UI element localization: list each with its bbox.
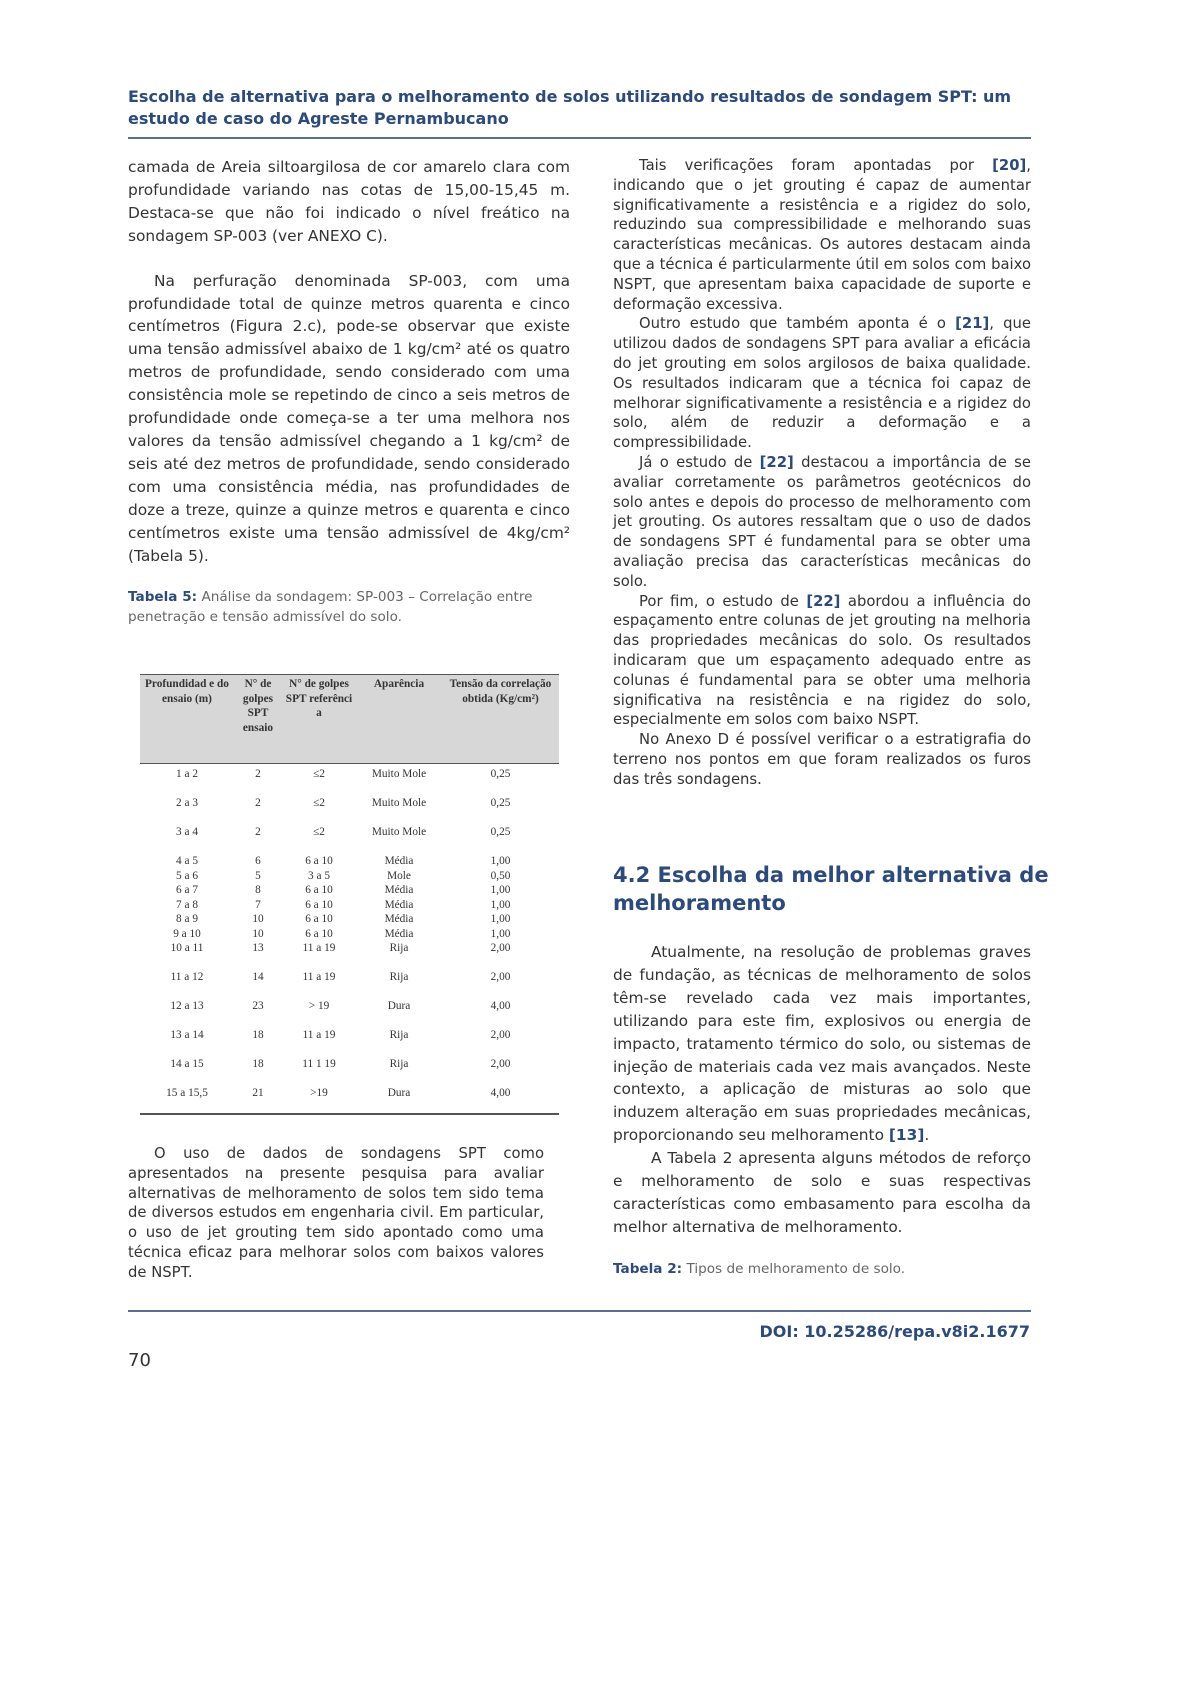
table-cell: ≤2 bbox=[313, 797, 325, 809]
table-row bbox=[140, 883, 559, 898]
table-2-caption bbox=[613, 1259, 1031, 1279]
table-cell: 1,00 bbox=[490, 884, 511, 896]
table-cell: 2 bbox=[255, 768, 261, 780]
table-cell: 2,00 bbox=[490, 942, 511, 954]
table-row bbox=[140, 869, 559, 884]
table-cell: 4,00 bbox=[490, 1087, 511, 1099]
table-cell: 8 bbox=[255, 884, 261, 896]
table-cell: Muito Mole bbox=[371, 826, 427, 838]
table-cell: 0,25 bbox=[490, 797, 511, 809]
table-header-cell: N° de golpes SPT ensaio bbox=[242, 678, 274, 734]
table-cell: 6 a 10 bbox=[305, 884, 333, 896]
table-cell: 2 bbox=[255, 797, 261, 809]
table-row bbox=[140, 970, 559, 999]
citation-20: [20] bbox=[992, 157, 1027, 174]
table-cell: Rija bbox=[389, 1029, 409, 1041]
table-cell: 1,00 bbox=[490, 913, 511, 925]
table-cell: 7 a 8 bbox=[176, 898, 198, 911]
left-paragraph-1: camada de Areia siltoargilosa de cor amarelo clara com profundidade variando nas cotas de 15,00-15,45 m. Destaca-se que não foi indicado o nível freático na sondagem SP-003 (ver ANEXO C). bbox=[128, 158, 570, 245]
table-row bbox=[140, 1057, 559, 1086]
doi-link[interactable]: DOI: 10.25286/repa.v8i2.1677 bbox=[759, 1322, 1030, 1341]
table-cell: 14 a 15 bbox=[170, 1058, 204, 1070]
table-row bbox=[140, 796, 559, 825]
table-cell: 0,25 bbox=[490, 826, 511, 838]
table-cell: 15 a 15,5 bbox=[166, 1087, 208, 1099]
right-paragraph-7: A Tabela 2 apresenta alguns métodos de reforço e melhoramento de solo e suas respectivas características como embasamento para escolha da melhor alternativa de melhoramento. bbox=[613, 1149, 1031, 1236]
table-cell: 6 a 7 bbox=[176, 884, 198, 896]
table-header-cell: Tensão da correlação obtida (Kg/cm²) bbox=[449, 678, 552, 705]
table-2-caption-label: Tabela 2: bbox=[613, 1260, 683, 1277]
right-paragraph-6: Atualmente, na resolução de problemas graves de fundação, as técnicas de melhoramento de solos têm-se revelado cada vez mais importantes, utilizando para este fim, explosivos ou energia de impacto, tratamento térmico do solo, ou sistemas de injeção de materiais cada vez mais avançados. Neste contexto, a aplicação de misturas ao solo que induzem alteração em suas propriedades mecânicas, proporcionando seu melhoramento [13]. bbox=[613, 943, 1031, 1145]
table-2-caption-text: Tipos de melhoramento de solo. bbox=[686, 1260, 906, 1277]
section-4-2 bbox=[613, 861, 1053, 917]
table-row bbox=[140, 927, 559, 942]
table-cell: 21 bbox=[252, 1087, 264, 1099]
table-cell: ≤2 bbox=[313, 826, 325, 838]
table-cell: 2 a 3 bbox=[176, 797, 198, 809]
right-paragraph-2: Outro estudo que também aponta é o [21], que utilizou dados de sondagens SPT para avaliar a eficácia do jet grouting em solos argilosos de baixa qualidade. Os resultados indicaram que a técnica foi capaz de melhorar significativamente a resistência e a rigidez do solo, além de reduzir a deformação e a compressibilidade. bbox=[613, 315, 1031, 452]
table-cell: Rija bbox=[389, 942, 409, 954]
table-cell: Mole bbox=[387, 869, 411, 882]
table-cell: 11 a 19 bbox=[302, 942, 336, 954]
citation-21: [21] bbox=[955, 315, 990, 333]
table-cell: 5 a 6 bbox=[176, 869, 198, 882]
table-5-caption-label: Tabela 5: bbox=[128, 589, 198, 606]
table-5-body bbox=[140, 767, 559, 1115]
table-cell: 18 bbox=[252, 1058, 264, 1070]
left-column-bottom bbox=[128, 1144, 544, 1283]
table-cell: 4 a 5 bbox=[176, 855, 198, 867]
table-cell: 1 a 2 bbox=[176, 768, 198, 780]
table-cell: 5 bbox=[255, 869, 261, 882]
table-cell: Dura bbox=[387, 1000, 411, 1012]
table-row bbox=[140, 825, 559, 854]
right-paragraph-3: Já o estudo de [22] destacou a importância de se avaliar corretamente os parâmetros geotécnicos do solo antes e depois do processo de melhoramento com jet grouting. Os autores ressaltam que o uso de dados de sondagens SPT é fundamental para se obter uma avaliação precisa das características mecânicas do solo. bbox=[613, 453, 1031, 590]
header-rule bbox=[128, 137, 1031, 139]
right-column bbox=[613, 156, 1031, 790]
table-header-cell: Aparência bbox=[373, 678, 425, 690]
table-cell: 13 a 14 bbox=[170, 1029, 204, 1041]
table-cell: 6 a 10 bbox=[305, 855, 333, 867]
table-cell: 11 a 19 bbox=[302, 1029, 336, 1041]
table-cell: 1,00 bbox=[490, 855, 511, 867]
running-header: Escolha de alternativa para o melhoramento de solos utilizando resultados de sondagem SPT: um estudo de caso do Agreste Pernambucano bbox=[128, 87, 1012, 128]
table-cell: 3 a 4 bbox=[176, 826, 198, 838]
right-paragraph-4: Por fim, o estudo de [22] abordou a influência do espaçamento entre colunas de jet grouting na melhoria das propriedades mecânicas do solo. Os resultados indicaram que um espaçamento adequado entre as colunas é fundamental para se obter uma melhoria significativa na resistência e na rigidez do solo, especialmente em solos com baixo NSPT. bbox=[613, 592, 1031, 729]
table-5 bbox=[140, 674, 559, 1115]
table-cell: Rija bbox=[389, 1058, 409, 1070]
table-cell: 0,50 bbox=[490, 869, 511, 882]
table-row bbox=[140, 854, 559, 869]
table-cell: Dura bbox=[387, 1087, 411, 1099]
table-cell: 6 bbox=[255, 855, 261, 867]
table-row bbox=[140, 912, 559, 927]
table-cell: 14 bbox=[252, 971, 264, 983]
table-5-caption bbox=[128, 587, 570, 627]
table-cell: Média bbox=[384, 855, 414, 867]
table-row bbox=[140, 999, 559, 1028]
table-cell: Média bbox=[384, 927, 414, 940]
right-column-bottom bbox=[613, 941, 1031, 1279]
table-cell: 1,00 bbox=[490, 898, 511, 911]
table-cell: 8 a 9 bbox=[176, 913, 198, 925]
table-cell: 7 bbox=[255, 898, 261, 911]
table-cell: 9 a 10 bbox=[173, 927, 201, 940]
table-5-header bbox=[140, 674, 559, 764]
table-cell: 6 a 10 bbox=[305, 927, 333, 940]
table-cell: Média bbox=[384, 898, 414, 911]
table-cell: Rija bbox=[389, 971, 409, 983]
table-cell: 11 a 19 bbox=[302, 971, 336, 983]
table-cell: 13 bbox=[252, 942, 264, 954]
right-paragraph-5: No Anexo D é possível verificar o a estratigrafia do terreno nos pontos em que foram realizados os furos das três sondagens. bbox=[613, 731, 1031, 788]
table-row bbox=[140, 1028, 559, 1057]
table-bottom-rule bbox=[140, 1113, 559, 1115]
table-header-cell: Profundidad e do ensaio (m) bbox=[145, 678, 229, 705]
table-row bbox=[140, 1086, 559, 1115]
table-5-caption-text: Análise da sondagem: SP-003 – Correlação entre penetração e tensão admissível do solo. bbox=[128, 589, 533, 626]
left-column bbox=[128, 156, 570, 627]
table-cell: Muito Mole bbox=[371, 797, 427, 809]
table-cell: 4,00 bbox=[490, 1000, 511, 1012]
table-header-cell: N° de golpes SPT referênci a bbox=[285, 678, 353, 719]
table-cell: Média bbox=[384, 884, 414, 896]
left-paragraph-2: Na perfuração denominada SP-003, com uma profundidade total de quinze metros quarenta e cinco centímetros (Figura 2.c), pode-se observar que existe uma tensão admissível abaixo de 1 kg/cm² até os quatro metros de profundidade, sendo considerado com uma consistência mole se repetindo de cinco a seis metros de profundidade onde começa-se a ter uma melhora nos valores da tensão admissível chegando a 1 kg/cm² de seis até dez metros de profundidade, sendo considerado com uma consistência média, nas profundidades de doze a treze, quinze a quinze metros e quarenta e cinco centímetros existe uma tensão admissível de 4kg/cm² (Tabela 5). bbox=[128, 271, 570, 565]
table-cell: 10 bbox=[252, 927, 264, 940]
table-cell: 1,00 bbox=[490, 927, 511, 940]
page-number: 70 bbox=[128, 1350, 151, 1371]
table-cell: 2,00 bbox=[490, 971, 511, 983]
table-cell: Média bbox=[384, 913, 414, 925]
table-cell: 23 bbox=[252, 1000, 264, 1012]
table-cell: > 19 bbox=[308, 1000, 330, 1012]
table-cell: 2,00 bbox=[490, 1029, 511, 1041]
table-cell: 11 a 12 bbox=[170, 971, 204, 983]
citation-13: [13] bbox=[888, 1126, 925, 1145]
table-cell: 2 bbox=[255, 826, 261, 838]
table-cell: 3 a 5 bbox=[308, 869, 330, 882]
footer-rule bbox=[128, 1310, 1031, 1312]
left-paragraph-3: O uso de dados de sondagens SPT como apresentados na presente pesquisa para avaliar alternativas de melhoramento de solos tem sido tema de diversos estudos em engenharia civil. Em particular, o uso de jet grouting tem sido apontado como uma técnica eficaz para melhorar solos com baixos valores de NSPT. bbox=[128, 1145, 544, 1281]
table-row bbox=[140, 898, 559, 913]
table-cell: >19 bbox=[310, 1087, 328, 1099]
table-cell: 6 a 10 bbox=[305, 913, 333, 925]
table-cell: Muito Mole bbox=[371, 768, 427, 780]
table-cell: 0,25 bbox=[490, 768, 511, 780]
table-cell: 12 a 13 bbox=[170, 1000, 204, 1012]
table-cell: 11 1 19 bbox=[302, 1058, 336, 1070]
citation-22: [22] bbox=[759, 453, 794, 471]
table-cell: 6 a 10 bbox=[305, 898, 333, 911]
table-cell: 18 bbox=[252, 1029, 264, 1041]
table-row bbox=[140, 941, 559, 970]
table-cell: ≤2 bbox=[313, 768, 325, 780]
section-title: 4.2 Escolha da melhor alternativa de melhoramento bbox=[613, 863, 1049, 915]
citation-22: [22] bbox=[806, 592, 841, 610]
right-paragraph-1: Tais verificações foram apontadas por [20], indicando que o jet grouting é capaz de aumentar significativamente a resistência e a rigidez do solo, reduzindo sua compressibilidade e melhorando suas características mecânicas. Os autores destacam ainda que a técnica é particularmente útil em solos com baixo NSPT, que apresentam baixa capacidade de suporte e deformação excessiva. bbox=[613, 157, 1031, 313]
table-cell: 10 bbox=[252, 913, 264, 925]
table-row bbox=[140, 767, 559, 796]
table-cell: 2,00 bbox=[490, 1058, 511, 1070]
table-cell: 10 a 11 bbox=[170, 942, 204, 954]
